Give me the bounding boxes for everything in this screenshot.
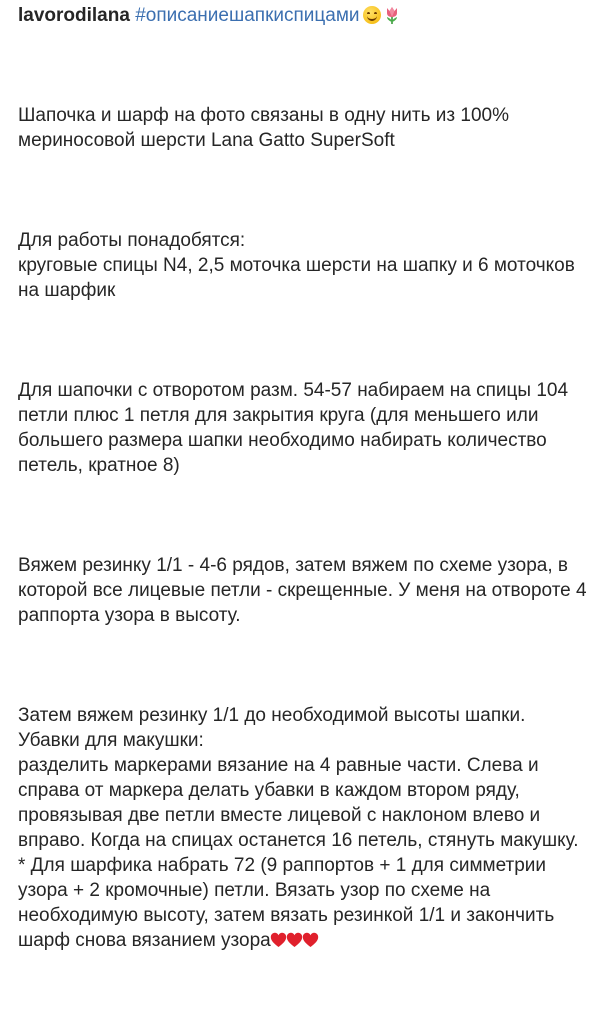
red-heart-icon (302, 932, 319, 948)
caption-paragraph-last (18, 703, 597, 953)
red-heart-icon (286, 932, 303, 948)
caption-paragraph: Шапочка и шарф на фото связаны в одну нить из 100% мериносовой шерсти Lana Gatto SuperSoft (18, 105, 509, 151)
caption-text (18, 53, 597, 1028)
username-link[interactable]: lavorodilana (18, 5, 130, 26)
caption-paragraph: Для работы понадобятся: круговые спицы N4, 2,5 моточка шерсти на шапку и 6 моточков на шарфик (18, 230, 575, 301)
caption-paragraph-text: Затем вяжем резинку 1/1 до необходимой высоты шапки. Убавки для макушки: разделить маркерами вязание на 4 равные части. Слева и справа от маркера делать убавки в каждом втором ряду, провязывая две петли вместе лицевой с наклоном влево и вправо. Когда на спицах останется 16 петель, стянуть макушку. * Для шарфика набрать 72 (9 раппортов + 1 для симметрии узора + 2 кромочные) петли. Вязать узор по схеме на необходимую высоту, затем вязать резинкой 1/1 и закончить шарф снова вязанием узора (18, 705, 579, 951)
smiling-face-icon (363, 6, 381, 24)
caption-paragraph: Для шапочки с отворотом разм. 54-57 набираем на спицы 104 петли плюс 1 петля для закрытия круга (для меньшего или большего размера шапки необходимо набирать количество петель, кратное 8) (18, 380, 569, 476)
hashtag-link[interactable]: #описаниешапкиспицами (135, 5, 360, 26)
caption-paragraph: Вяжем резинку 1/1 - 4-6 рядов, затем вяжем по схеме узора, в которой все лицевые петли - скрещенные. У меня на отвороте 4 раппорта узора в высоту. (18, 555, 587, 626)
caption-header (18, 4, 597, 28)
tulip-icon (384, 5, 400, 25)
red-heart-icon (270, 932, 287, 948)
